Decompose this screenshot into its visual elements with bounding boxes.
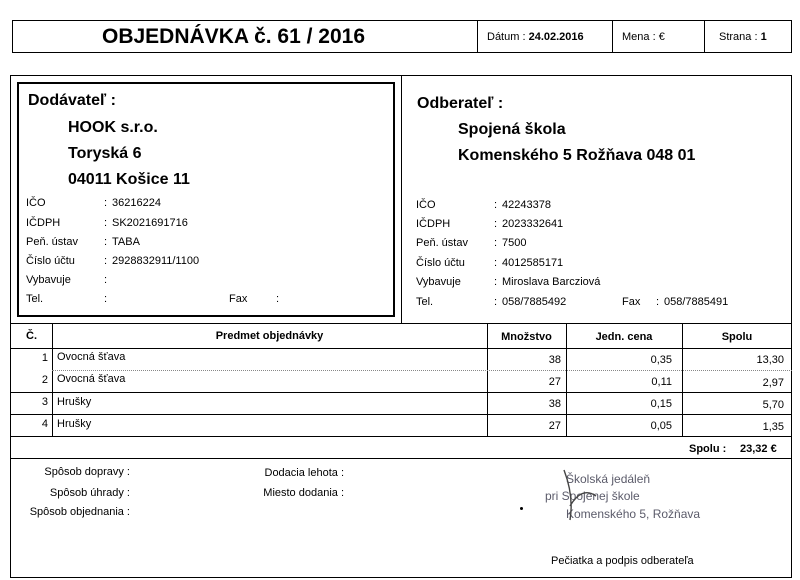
row-qty: 38 <box>548 354 561 366</box>
supplier-icdph-value: SK2021691716 <box>112 217 188 229</box>
customer-ico-value: 42243378 <box>502 199 551 211</box>
customer-icdph-value: 2023332641 <box>502 218 564 230</box>
transport-label: Spôsob dopravy : <box>44 466 130 478</box>
supplier-account-value: 2928832911/1100 <box>112 255 200 267</box>
row-no: 1 <box>41 352 48 364</box>
row-total: 5,70 <box>762 399 784 411</box>
supplier-ico-sep: : <box>104 197 108 209</box>
supplier-bank-sep: : <box>104 236 108 248</box>
supplier-tel-sep: : <box>104 293 108 305</box>
supplier-icdph-label: IČDPH <box>26 217 61 229</box>
supplier-account-sep: : <box>104 255 108 267</box>
supplier-handler-sep: : <box>104 274 108 286</box>
supplier-box <box>17 82 395 317</box>
customer-fax-value: 058/7885491 <box>664 296 729 308</box>
customer-handler-label: Vybavuje <box>416 276 461 288</box>
col-header-unit-price: Jedn. cena <box>595 331 653 343</box>
row-item: Ovocná šťava <box>57 373 126 385</box>
supplier-name: HOOK s.r.o. <box>68 119 158 136</box>
row-item: Hrušky <box>57 396 92 408</box>
grand-total-label: Spolu : <box>689 443 727 455</box>
customer-name: Spojená škola <box>458 121 566 138</box>
customer-fax-sep: : <box>656 296 660 308</box>
row-unit-price: 0,11 <box>651 376 672 388</box>
page-label: Strana : <box>719 31 758 43</box>
col-header-total: Spolu <box>721 331 753 343</box>
row-item: Ovocná šťava <box>57 351 126 363</box>
row-unit-price: 0,35 <box>650 354 672 366</box>
date-field <box>487 31 584 43</box>
supplier-street: Toryská 6 <box>68 145 142 162</box>
date-label: Dátum : <box>487 31 526 43</box>
grand-total-value: 23,32 € <box>740 443 777 455</box>
customer-ico-sep: : <box>494 199 498 211</box>
row-no: 4 <box>41 418 48 430</box>
stamp-line-2: pri Spojenej škole <box>545 489 640 503</box>
row-qty: 38 <box>548 398 561 410</box>
row-unit-price: 0,15 <box>650 398 672 410</box>
customer-tel-sep: : <box>494 296 498 308</box>
customer-account-sep: : <box>494 257 498 269</box>
currency-field <box>622 31 665 43</box>
customer-icdph-label: IČDPH <box>416 218 451 230</box>
row-total: 13,30 <box>756 354 784 366</box>
supplier-fax-label: Fax <box>229 293 248 305</box>
order-method-label: Spôsob objednania : <box>29 506 130 518</box>
customer-account-label: Číslo účtu <box>416 257 465 269</box>
currency-label: Mena : <box>622 31 656 43</box>
customer-fax-label: Fax <box>622 296 641 308</box>
supplier-ico-label: IČO <box>26 197 46 209</box>
supplier-tel-label: Tel. <box>26 293 44 305</box>
row-total: 1,35 <box>762 421 784 433</box>
customer-bank-sep: : <box>494 237 498 249</box>
row-total: 2,97 <box>762 377 784 389</box>
row-no: 2 <box>41 374 48 386</box>
page-field <box>719 31 767 43</box>
delivery-time-label: Dodacia lehota : <box>264 467 344 479</box>
supplier-bank-value: TABA <box>112 236 140 248</box>
customer-tel-label: Tel. <box>416 296 434 308</box>
row-qty: 27 <box>548 420 561 432</box>
supplier-fax-sep: : <box>276 293 280 305</box>
page-value: 1 <box>760 31 767 43</box>
col-header-qty: Množstvo <box>501 331 552 343</box>
currency-value: € <box>658 31 665 43</box>
customer-icdph-sep: : <box>494 218 498 230</box>
delivery-place-label: Miesto dodania : <box>263 487 344 499</box>
supplier-ico-value: 36216224 <box>112 197 161 209</box>
document-title: OBJEDNÁVKA č. 61 / 2016 <box>102 25 366 48</box>
date-value: 24.02.2016 <box>528 31 584 43</box>
customer-bank-label: Peň. ústav <box>416 237 468 249</box>
customer-ico-label: IČO <box>416 199 436 211</box>
row-qty: 27 <box>548 376 561 388</box>
customer-account-value: 4012585171 <box>502 257 564 269</box>
supplier-bank-label: Peň. ústav <box>26 236 78 248</box>
row-item: Hrušky <box>57 418 92 430</box>
payment-label: Spôsob úhrady : <box>49 487 130 499</box>
customer-handler-value: Miroslava Barcziová <box>502 276 601 288</box>
customer-tel-value: 058/7885492 <box>502 296 567 308</box>
stamp-line-1: Školská jedáleň <box>566 472 651 486</box>
customer-address: Komenského 5 Rožňava 048 01 <box>458 147 696 164</box>
stamp-dot <box>520 507 523 510</box>
supplier-account-label: Číslo účtu <box>26 255 75 267</box>
customer-handler-sep: : <box>494 276 498 288</box>
row-no: 3 <box>41 396 48 408</box>
stamp-line-3: Komenského 5, Rožňava <box>566 507 701 521</box>
customer-heading: Odberateľ : <box>417 95 504 112</box>
signature-mark <box>556 466 606 524</box>
signature-caption: Pečiatka a podpis odberateľa <box>551 555 694 567</box>
supplier-heading: Dodávateľ : <box>28 92 116 109</box>
supplier-icdph-sep: : <box>104 217 108 229</box>
supplier-city: 04011 Košice 11 <box>68 171 190 188</box>
col-header-item: Predmet objednávky <box>215 330 324 342</box>
col-header-no: Č. <box>26 330 37 342</box>
supplier-handler-label: Vybavuje <box>26 274 71 286</box>
customer-bank-value: 7500 <box>502 237 527 249</box>
row-unit-price: 0,05 <box>650 420 672 432</box>
